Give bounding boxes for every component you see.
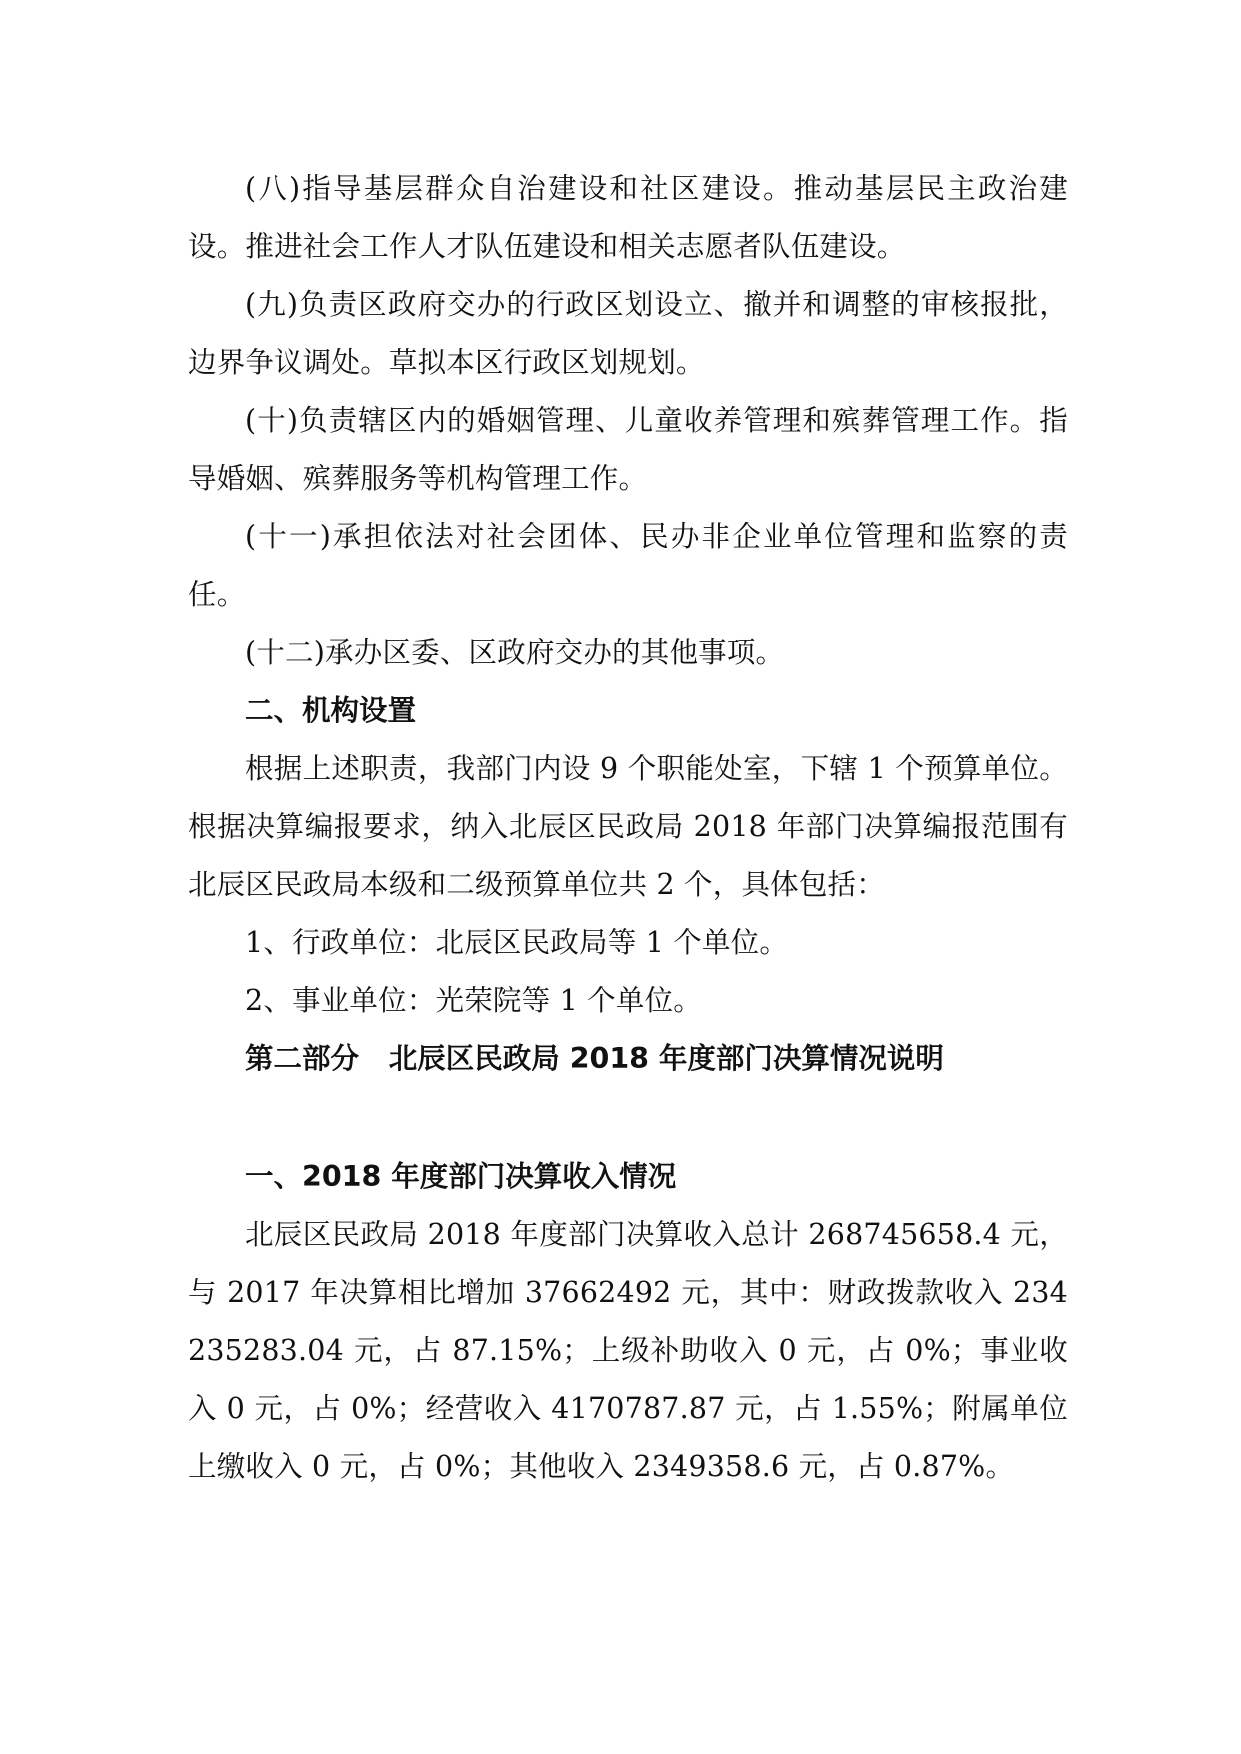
duty-item-10: (十)负责辖区内的婚姻管理、儿童收养管理和殡葬管理工作。指导婚姻、殡葬服务等机构管理工作。 [188,404,1068,495]
duty-item-9: (九)负责区政府交办的行政区划设立、撤并和调整的审核报批，边界争议调处。草拟本区行政区划规划。 [188,288,1068,379]
duty-item-11: (十一)承担依法对社会团体、民办非企业单位管理和监察的责任。 [188,520,1068,611]
part-two-heading: 第二部分 北辰区民政局 2018 年度部门决算情况说明 [245,1042,944,1075]
document-body [188,160,1068,1496]
duty-item-12: (十二)承办区委、区政府交办的其他事项。 [245,636,785,669]
duty-item-8: (八)指导基层群众自治建设和社区建设。推动基层民主政治建设。推进社会工作人才队伍建设和相关志愿者队伍建设。 [188,172,1068,263]
organization-item-admin: 1、行政单位：北辰区民政局等 1 个单位。 [245,926,789,959]
organization-item-institution: 2、事业单位：光荣院等 1 个单位。 [245,984,702,1017]
organization-intro: 根据上述职责，我部门内设 9 个职能处室，下辖 1 个预算单位。根据决算编报要求，纳入北辰区民政局 2018 年部门决算编报范围有北辰区民政局本级和二级预算单位共 2 个，具体包括： [188,752,1068,901]
section-heading-organization: 二、机构设置 [245,694,417,727]
spacer [188,1088,1068,1148]
section-heading-income: 一、2018 年度部门决算收入情况 [245,1160,677,1193]
income-body: 北辰区民政局 2018 年度部门决算收入总计 268745658.4 元，与 2017 年决算相比增加 37662492 元，其中：财政拨款收入 234235283.04 元，占 87.15%；上级补助收入 0 元，占 0%；事业收入 0 元，占 0%；经营收入 4170787.87 元，占 1.55%；附属单位上缴收入 0 元，占 0%；其他收入 2349358.6 元，占 0.87%。 [188,1218,1068,1483]
